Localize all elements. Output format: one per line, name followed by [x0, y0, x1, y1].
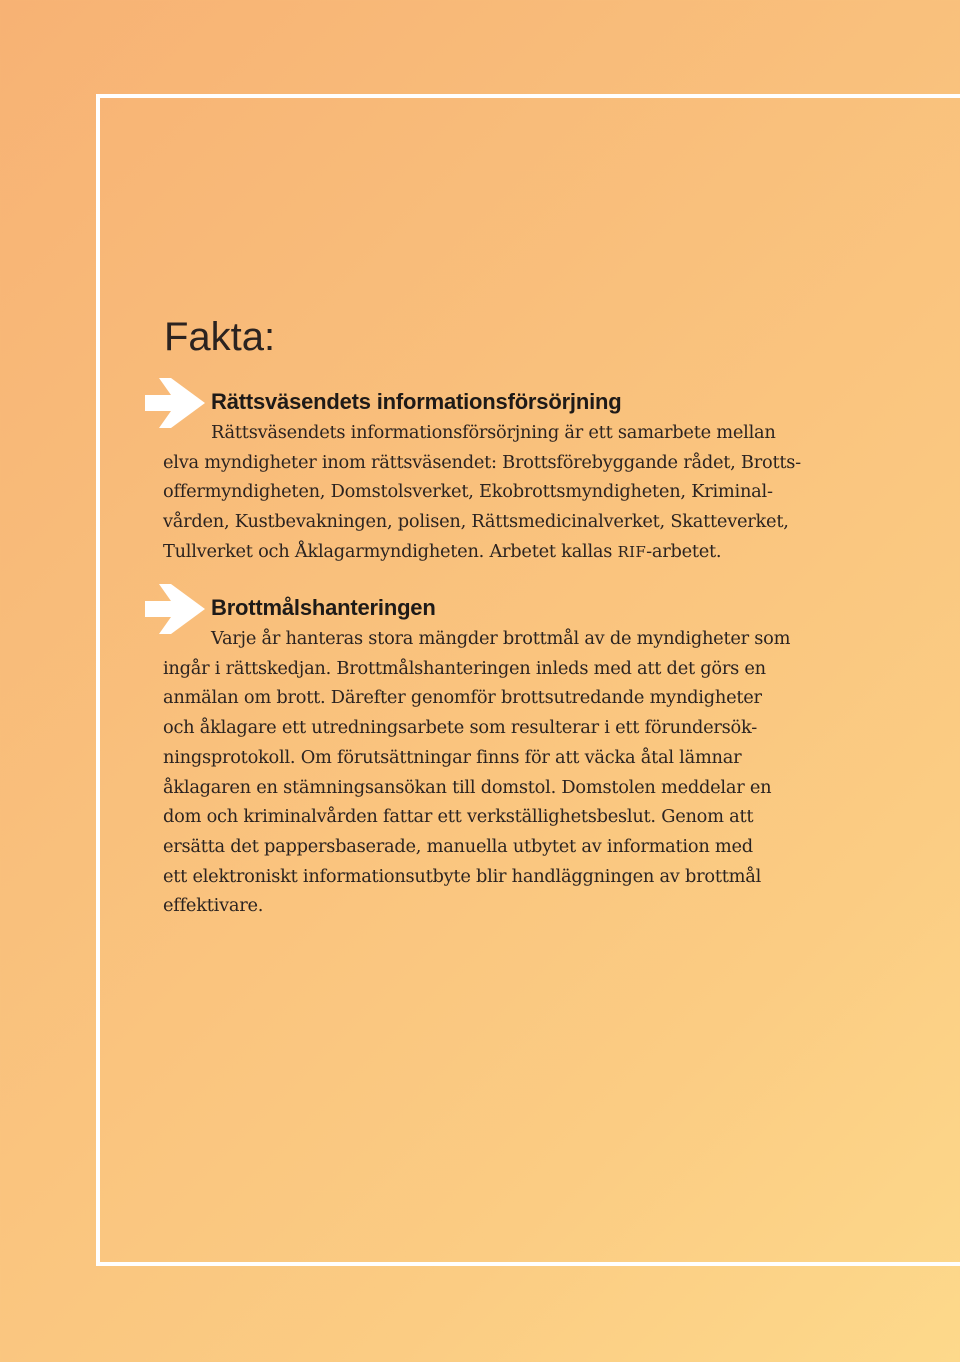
body-line: ningsprotokoll. Om förutsättningar finns för att väcka åtal lämnar — [163, 746, 742, 768]
section-body — [163, 624, 823, 921]
body-line: anmälan om brott. Därefter genomför brottsutredande myndigheter — [163, 687, 762, 709]
body-line: ersätta det pappersbaserade, manuella utbytet av information med — [163, 835, 753, 857]
arrow-right-icon — [145, 584, 205, 634]
body-line: dom och kriminalvården fattar ett verkställighetsbeslut. Genom att — [163, 806, 754, 828]
section-brottmal — [163, 592, 823, 921]
body-text: -arbetet. — [646, 540, 722, 562]
body-line: effektivare. — [163, 895, 264, 917]
section-rif — [163, 386, 823, 568]
page-heading: Fakta: — [164, 315, 276, 359]
body-line — [163, 537, 823, 568]
body-line: åklagaren en stämningsansökan till domstol. Domstolen meddelar en — [163, 776, 772, 798]
body-text: Tullverket och Åklagarmyndigheten. Arbetet kallas — [163, 540, 618, 562]
body-line: Varje år hanteras stora mängder brottmål av de myndigheter som — [211, 628, 791, 649]
body-line: elva myndigheter inom rättsväsendet: Brottsförebyggande rådet, Brotts- — [163, 451, 801, 473]
body-line: och åklagare ett utredningsarbete som resulterar i ett förundersök- — [163, 717, 757, 739]
body-line: Rättsväsendets informationsförsörjning är ett samarbete mellan — [211, 422, 776, 443]
body-line: vården, Kustbevakningen, polisen, Rättsmedicinalverket, Skatteverket, — [163, 511, 789, 533]
abbreviation: RIF — [617, 542, 647, 561]
section-title: Brottmålshanteringen — [211, 595, 436, 620]
body-line: offermyndigheten, Domstolsverket, Ekobrottsmyndigheten, Kriminal- — [163, 481, 773, 503]
section-body — [163, 418, 823, 568]
arrow-right-icon — [145, 378, 205, 428]
body-line: ett elektroniskt informationsutbyte blir handläggningen av brottmål — [163, 865, 762, 887]
body-line: ingår i rättskedjan. Brottmålshanteringen inleds med att det görs en — [163, 657, 766, 679]
section-title: Rättsväsendets informationsförsörjning — [211, 389, 622, 414]
